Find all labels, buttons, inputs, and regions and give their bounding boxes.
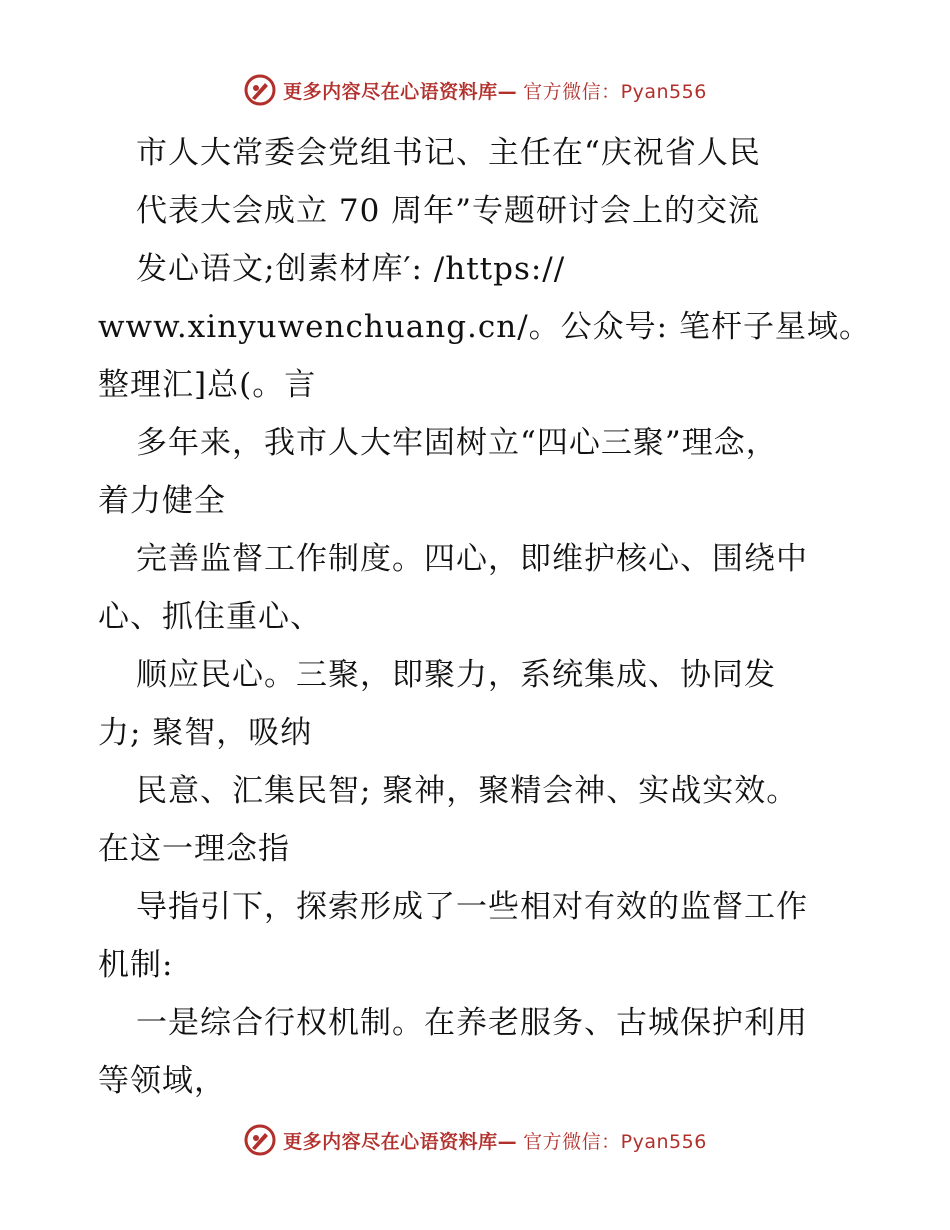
text-line: 完善监督工作制度。四心，即维护核心、围绕中 xyxy=(136,541,808,577)
text-line: 等领域， xyxy=(98,1063,226,1099)
text-line: 导指引下，探索形成了一些相对有效的监督工作 xyxy=(136,889,808,925)
text-line: www.xinyuwenchuang.cn/。公众号: 笔杆子星域。 xyxy=(98,309,871,345)
text-line: 整理汇]总(。言 xyxy=(98,367,317,403)
pen-logo-icon xyxy=(243,1123,277,1157)
header-banner xyxy=(0,70,950,110)
banner-text: 更多内容尽在心语资料库— xyxy=(283,1130,518,1153)
banner-wechat: 官方微信：Pyan556 xyxy=(523,80,707,103)
text-line: 多年来，我市人大牢固树立“四心三聚”理念， xyxy=(136,425,778,461)
pen-logo-icon xyxy=(243,73,277,107)
text-line: 代表大会成立 70 周年”专题研讨会上的交流 xyxy=(136,193,761,229)
footer-banner xyxy=(0,1120,950,1160)
text-line: 一是综合行权机制。在养老服务、古城保护利用 xyxy=(136,1005,808,1041)
text-line: 机制: xyxy=(98,947,174,983)
text-line: 顺应民心。三聚，即聚力，系统集成、协同发 xyxy=(136,657,776,693)
document-body xyxy=(98,124,871,1110)
text-line: 在这一理念指 xyxy=(98,831,290,867)
banner-text: 更多内容尽在心语资料库— xyxy=(283,80,518,103)
text-line: 市人大常委会党组书记、主任在“庆祝省人民 xyxy=(136,135,761,171)
text-line: 力; 聚智，吸纳 xyxy=(98,715,313,751)
text-line: 发心语文;创素材库′: /https:// xyxy=(136,251,566,287)
text-line: 心、抓住重心、 xyxy=(98,599,322,635)
text-line: 民意、汇集民智; 聚神，聚精会神、实战实效。 xyxy=(136,773,799,809)
text-line: 着力健全 xyxy=(98,483,226,519)
banner-wechat: 官方微信：Pyan556 xyxy=(523,1130,707,1153)
